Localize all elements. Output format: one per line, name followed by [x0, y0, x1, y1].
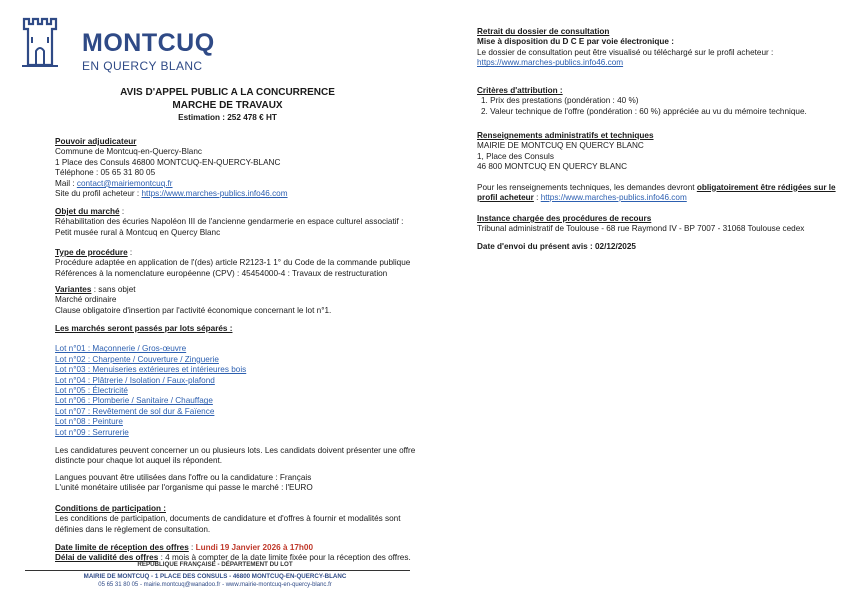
- procedure-line1: Procédure adaptée en application de l'(des) article R2123-1 1° du Code de la commande publique: [55, 258, 411, 268]
- pouvoir-phone: Téléphone : 05 65 31 80 05: [55, 168, 156, 178]
- lot-item[interactable]: Lot n°07 : Revêtement de sol dur & Faïence: [55, 406, 215, 416]
- langues-line: Langues pouvant être utilisées dans l'offre ou la candidature : Français: [55, 472, 312, 482]
- variantes-line1: Marché ordinaire: [55, 295, 117, 305]
- renseignements-line1: MAIRIE DE MONTCUQ EN QUERCY BLANC: [477, 141, 644, 151]
- footer: [20, 561, 410, 589]
- section-conditions: [55, 504, 415, 535]
- candidatures-line1: Les candidatures peuvent concerner un ou plusieurs lots. Les candidats doivent présenter une offre: [55, 446, 416, 455]
- section-lots: [55, 324, 415, 438]
- pouvoir-address: 1 Place des Consuls 46800 MONTCUQ-EN-QUERCY-BLANC: [55, 157, 281, 167]
- section-objet: [55, 207, 415, 238]
- tech-line2: profil acheteur : https://www.marches-publics.info46.com: [477, 193, 687, 203]
- date-limite-sep: :: [188, 543, 196, 552]
- objet-heading-suffix: :: [119, 207, 125, 216]
- section-candidatures: [55, 446, 415, 494]
- pouvoir-site-row: [55, 189, 415, 199]
- conditions-heading: Conditions de participation :: [55, 504, 166, 513]
- notice-title: AVIS D'APPEL PUBLIC A LA CONCURRENCE: [120, 87, 335, 98]
- retrait-line2: Le dossier de consultation peut être visualisé ou téléchargé sur le profil acheteur :: [477, 47, 774, 57]
- variantes-heading-suffix: : sans objet: [91, 285, 136, 294]
- lot-item[interactable]: Lot n°05 : Électricité: [55, 386, 128, 396]
- validite-label: Délai de validité des offres: [55, 553, 159, 563]
- lot-item[interactable]: Lot n°06 : Plomberie / Sanitaire / Chauffage: [55, 396, 213, 406]
- renseignements-heading: Renseignements administratifs et techniques: [477, 131, 654, 140]
- section-retrait: [477, 27, 817, 69]
- section-variantes: [55, 285, 415, 316]
- critere-item: 1. Prix des prestations (pondération : 40 %): [481, 96, 639, 106]
- tech-link[interactable]: https://www.marches-publics.info46.com: [540, 193, 687, 203]
- retrait-heading: Retrait du dossier de consultation: [477, 27, 610, 36]
- recours-line1: Tribunal administratif de Toulouse - 68 rue Raymond IV - BP 7007 - 31068 Toulouse cedex: [477, 224, 805, 234]
- renseignements-line2: 1, Place des Consuls: [477, 151, 554, 161]
- date-limite-label: Date limite de réception des offres: [55, 543, 189, 552]
- lot-item[interactable]: Lot n°03 : Menuiseries extérieures et intérieures bois: [55, 365, 247, 375]
- montcuq-logo: [22, 15, 222, 73]
- objet-line1: Réhabilitation des écuries Napoléon III de l'ancienne gendarmerie en espace culturel associatif :: [55, 217, 404, 227]
- estimation: Estimation : 252 478 € HT: [178, 113, 277, 122]
- section-criteres: [477, 86, 817, 117]
- logo-subtitle: EN QUERCY BLANC: [82, 59, 203, 73]
- lot-item[interactable]: Lot n°04 : Plâtrerie / Isolation / Faux-plafond: [55, 375, 215, 385]
- pouvoir-mail-row: [55, 179, 415, 189]
- recours-heading: Instance chargée des procédures de recours: [477, 214, 652, 223]
- section-pouvoir: [55, 137, 415, 199]
- castle-tower-icon: [22, 15, 58, 67]
- candidatures-line2: distincte pour chaque lot auquel ils répondent.: [55, 456, 223, 466]
- pouvoir-name: Commune de Montcuq-en-Quercy-Blanc: [55, 147, 202, 157]
- objet-heading: Objet du marché: [55, 207, 120, 216]
- critere-item: 2. Valeur technique de l'offre (pondération : 60 %) appréciée au vu du mémoire technique.: [481, 106, 807, 116]
- footer-republique: RÉPUBLIQUE FRANÇAISE - DÉPARTEMENT DU LOT: [137, 561, 293, 568]
- lot-item[interactable]: Lot n°01 : Maçonnerie / Gros-œuvre: [55, 344, 187, 354]
- lot-item[interactable]: Lot n°09 : Serrurerie: [55, 427, 129, 437]
- procedure-heading: Type de procédure: [55, 248, 128, 257]
- site-label: Site du profil acheteur :: [55, 189, 142, 199]
- lot-item[interactable]: Lot n°02 : Charpente / Couverture / Zinguerie: [55, 354, 219, 364]
- retrait-link[interactable]: https://www.marches-publics.info46.com: [477, 58, 624, 68]
- tech-line: Pour les renseignements techniques, les demandes devront obligatoirement être rédigées sur le: [477, 182, 836, 192]
- variantes-heading: Variantes: [55, 285, 92, 294]
- section-envoi: [477, 242, 817, 252]
- lot-item[interactable]: Lot n°08 : Peinture: [55, 417, 123, 427]
- objet-line2: Petit musée rural à Montcuq en Quercy Blanc: [55, 227, 221, 237]
- variantes-line2: Clause obligatoire d'insertion par l'activité économique concernant le lot n°1.: [55, 305, 332, 315]
- procedure-line2: Références à la nomenclature européenne (CPV) : 45454000-4 : Travaux de restructuration: [55, 268, 388, 278]
- lots-heading: Les marchés seront passés par lots séparés :: [55, 324, 233, 333]
- criteres-heading: Critères d'attribution :: [477, 86, 563, 95]
- date-envoi: Date d'envoi du présent avis : 02/12/2025: [477, 242, 636, 251]
- pouvoir-heading: Pouvoir adjudicateur: [55, 137, 137, 146]
- section-recours: [477, 214, 817, 235]
- retrait-line1: Mise à disposition du D C E par voie électronique :: [477, 37, 674, 47]
- date-limite-value: Lundi 19 Janvier 2026 à 17h00: [195, 543, 314, 552]
- logo-title: MONTCUQ: [82, 29, 215, 57]
- monnaie-line: L'unité monétaire utilisée par l'organisme qui passe le marché : l'EURO: [55, 483, 313, 493]
- section-renseignements: [477, 131, 836, 203]
- footer-contact: 05 65 31 80 05 - mairie.montcuq@wanadoo.fr - www.mairie-montcuq-en-quercy-blanc.fr: [98, 582, 332, 588]
- site-link[interactable]: https://www.marches-publics.info46.com: [141, 189, 288, 199]
- validite-value: : 4 mois à compter de la date limite fixée pour la réception des offres.: [158, 553, 411, 563]
- notice-titles: [60, 86, 395, 124]
- renseignements-line3: 46 800 MONTCUQ EN QUERCY BLANC: [477, 162, 627, 172]
- section-procedure: [55, 248, 415, 279]
- conditions-line2: définies dans le règlement de consultation.: [55, 524, 211, 534]
- footer-mairie: MAIRIE DE MONTCUQ - 1 PLACE DES CONSULS - 46800 MONTCUQ-EN-QUERCY-BLANC: [83, 573, 347, 580]
- procedure-heading-suffix: :: [127, 248, 133, 257]
- notice-subtitle: MARCHE DE TRAVAUX: [172, 100, 283, 111]
- conditions-line1: Les conditions de participation, documents de candidature et d'offres à fournir et modalités sont: [55, 514, 401, 524]
- mail-label: Mail :: [55, 178, 77, 188]
- mail-link[interactable]: contact@mairiemontcuq.fr: [76, 178, 173, 188]
